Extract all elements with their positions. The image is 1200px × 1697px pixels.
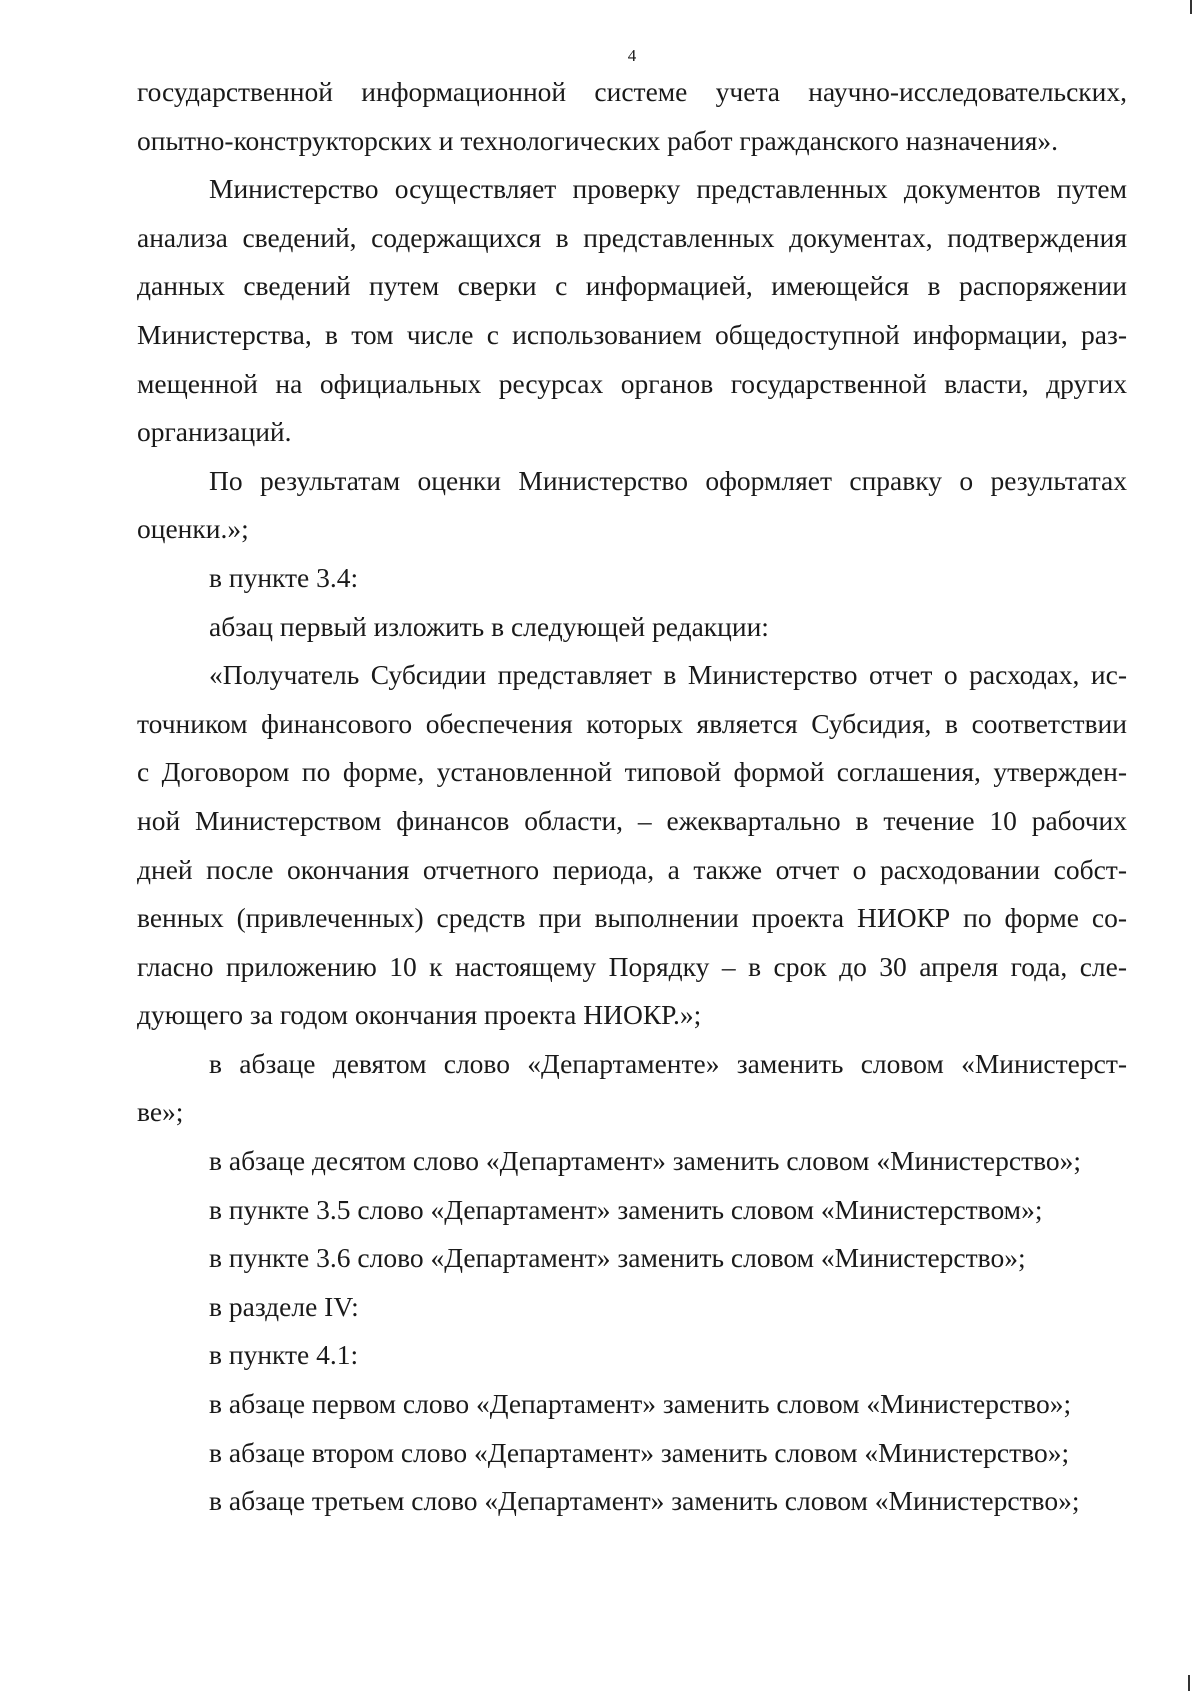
text-line: государственной информационной системе учета научно-исследовательских, xyxy=(137,76,1127,107)
text-line: абзац первый изложить в следующей редакции: xyxy=(209,610,769,642)
text-line: точником финансового обеспечения которых является Субсидия, в соответствии xyxy=(137,707,1127,739)
text-line: в абзаце первом слово «Департамент» заменить словом «Министерство»; xyxy=(209,1388,1072,1420)
text-line: Министерство осуществляет проверку представленных документов путем xyxy=(209,173,1127,205)
text-line: «Получатель Субсидии представляет в Министерство отчет о расходах, ис- xyxy=(209,659,1127,691)
scan-artifact-top-right xyxy=(1190,0,1192,14)
text-line: мещенной на официальных ресурсах органов государственной власти, других xyxy=(137,367,1127,399)
text-line: в абзаце втором слово «Департамент» заменить словом «Министерство»; xyxy=(209,1436,1070,1468)
text-line: ве»; xyxy=(137,1096,184,1128)
text-line: По результатам оценки Министерство оформляет справку о результатах xyxy=(209,464,1127,496)
text-line: Министерства, в том числе с использованием общедоступной информации, раз- xyxy=(137,318,1127,350)
text-line: оценки.»; xyxy=(137,513,249,545)
text-line: дующего за годом окончания проекта НИОКР.»; xyxy=(137,999,702,1031)
text-line: в абзаце девятом слово «Департаменте» заменить словом «Министерст- xyxy=(209,1047,1127,1079)
text-line: в абзаце третьем слово «Департамент» заменить словом «Министерство»; xyxy=(209,1485,1080,1517)
scan-artifact-bottom-right xyxy=(1188,1675,1190,1691)
text-line: в разделе IV: xyxy=(209,1290,359,1322)
text-line: с Договором по форме, установленной типовой формой соглашения, утвержден- xyxy=(137,756,1127,788)
document-body xyxy=(137,68,1127,1526)
text-line: в пункте 3.6 слово «Департамент» заменить словом «Министерство»; xyxy=(209,1242,1026,1274)
page-number: 4 xyxy=(627,46,637,65)
text-line: в пункте 3.4: xyxy=(209,561,359,593)
text-line: ной Министерством финансов области, – ежеквартально в течение 10 рабочих xyxy=(137,804,1127,836)
text-line: организаций. xyxy=(137,416,292,448)
text-line: венных (привлеченных) средств при выполнении проекта НИОКР по форме со- xyxy=(137,902,1127,934)
text-line: в абзаце десятом слово «Департамент» заменить словом «Министерство»; xyxy=(209,1145,1082,1177)
text-line: в пункте 4.1: xyxy=(209,1339,359,1371)
text-line: анализа сведений, содержащихся в представленных документах, подтверждения xyxy=(137,221,1127,253)
text-line: данных сведений путем сверки с информацией, имеющейся в распоряжении xyxy=(137,270,1127,302)
text-line: в пункте 3.5 слово «Департамент» заменить словом «Министерством»; xyxy=(209,1193,1043,1225)
text-line: опытно-конструкторских и технологических работ гражданского назначения». xyxy=(137,124,1059,156)
text-line: дней после окончания отчетного периода, а также отчет о расходовании собст- xyxy=(137,853,1127,885)
text-line: гласно приложению 10 к настоящему Порядку – в срок до 30 апреля года, сле- xyxy=(137,950,1127,982)
